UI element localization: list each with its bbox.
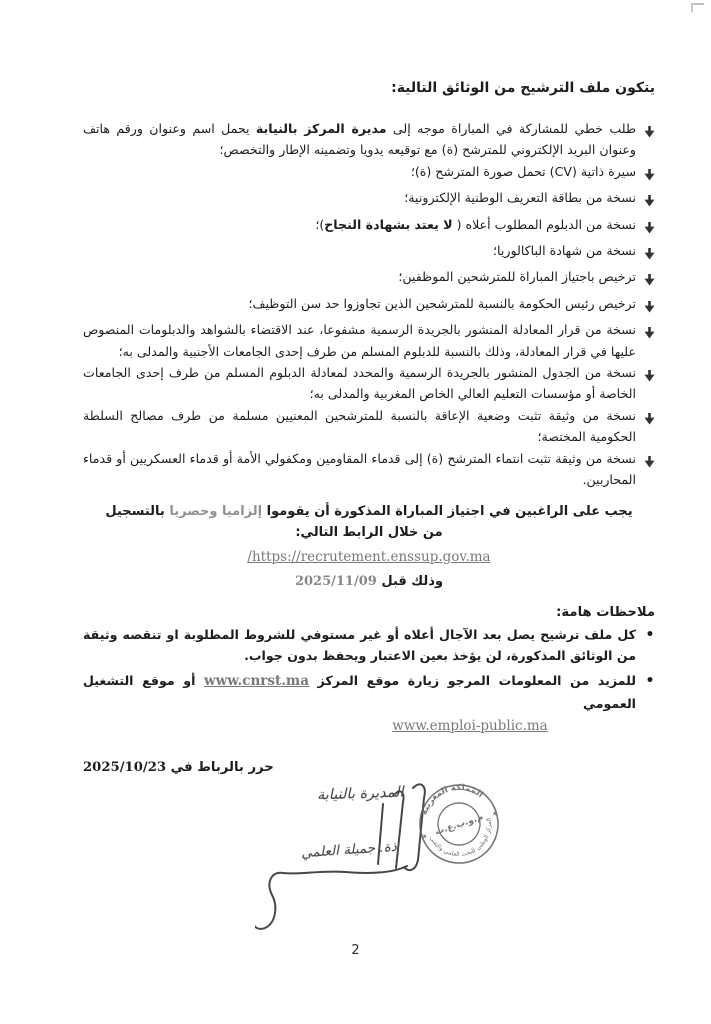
note-item: [83, 624, 655, 667]
notes-heading: ملاحظات هامة:: [556, 604, 655, 620]
list-item-text: نسخة من شهادة الباكالوريا؛: [493, 243, 636, 259]
registration-paragraph: [97, 501, 641, 543]
emploi-public-link[interactable]: www.emploi-public.ma: [392, 718, 548, 735]
list-item-text: نسخة من بطاقة التعريف الوطنية الإلكترونية؛: [404, 190, 636, 206]
arrow-bullet-icon: [643, 448, 655, 491]
arrow-bullet-icon: [643, 118, 655, 161]
dot-bullet-icon: •: [645, 626, 655, 643]
list-item-text: طلب خطي للمشاركة في المباراة موجه إلى مديرة المركز بالنيابة يحمل اسم وعنوان ورقم هاتف وعنوان البريد الإلكتروني للمترشح (ة) مع توقيعه يدويا وتضمينه الإطار والتخصص؛: [83, 121, 636, 158]
list-item: [83, 448, 655, 491]
place-date-label: حرر بالرباط في: [170, 760, 274, 776]
note-text-pre: للمزيد من المعلومات المرجو زيارة موقع المركز: [308, 673, 636, 689]
list-item-text: نسخة من الدبلوم المطلوب أعلاه ( لا يعتد بشهادة النجاح)؛: [315, 216, 636, 232]
deadline-line: [83, 574, 655, 589]
list-item: [83, 362, 655, 405]
arrow-bullet-icon: [643, 187, 655, 213]
list-item-text: نسخة من وثيقة تثبت وضعية الإعاقة بالنسبة للمترشحين المعنيين مسلمة من طرف مصالح السلطة الحكومية المختصة؛: [83, 407, 636, 445]
documents-list: [83, 118, 655, 491]
cnrst-link[interactable]: www.cnrst.ma: [204, 673, 309, 690]
list-item: [83, 319, 655, 362]
list-item-text: نسخة من الجدول المنشور بالجريدة الرسمية والمحدد لمعادلة الدبلوم المسلم من طرف إحدى الجامعات الخاصة أو مؤسسات التعليم العالي الخاص المغربية والمدلى به؛: [83, 365, 636, 402]
list-item: [83, 118, 655, 161]
place-date-value: 2025/10/23: [83, 760, 167, 776]
handwritten-signer-name: ذة. جميلة العلمي: [300, 838, 398, 862]
registration-text-highlight: إلزاميا وحصريا: [169, 503, 263, 519]
deadline-label: وذلك قبل: [381, 573, 444, 589]
page-title: يتكون ملف الترشيح من الوثائق التالية:: [391, 80, 655, 96]
dot-bullet-icon: •: [645, 673, 655, 690]
deadline-date: 2025/11/09: [294, 573, 377, 589]
crop-corner-mark: [690, 3, 704, 12]
handwritten-signer-title: المديرة بالنيابة: [316, 784, 404, 804]
list-item: [83, 293, 655, 319]
registration-text-post: بالتسجيل من خلال الرابط التالي:: [105, 503, 443, 540]
list-item-text: ترخيص باجتياز المباراة للمترشحين الموظفين؛: [398, 269, 636, 285]
note-text: [83, 670, 636, 714]
stamp-center-text: م.و.ب.ع.ت: [433, 812, 485, 838]
emploi-public-link-line: [184, 715, 711, 734]
stamp-bottom-text: المركز الوطني للبحث العلمي والتقني: [428, 817, 494, 859]
list-item: [83, 214, 655, 240]
list-item-text: نسخة من وثيقة تثبت انتماء المترشح (ة) إلى قدماء المقاومين ومكفولي الأمة أو قدماء العسكريين أو قدماء المحاربين.: [83, 450, 636, 488]
list-item: [83, 240, 655, 266]
arrow-bullet-icon: [643, 293, 655, 319]
list-item: [83, 266, 655, 292]
arrow-bullet-icon: [643, 405, 655, 448]
registration-text-pre: يجب على الراغبين في اجتياز المباراة المذكورة أن يقوموا: [262, 503, 633, 519]
arrow-bullet-icon: [643, 319, 655, 362]
note-text: كل ملف ترشيح يصل بعد الآجال أعلاه أو غير مستوفي للشروط المطلوبة او تنقصه وثيقة من الوثائق المذكورة، لن يؤخذ بعين الاعتبار ويحفظ بدون جواب.: [83, 626, 636, 663]
list-item: [83, 405, 655, 448]
list-item-text: نسخة من قرار المعادلة المنشور بالجريدة الرسمية مشفوعا، عند الاقتضاء بالشواهد والدبلومات المنصوص عليها في قرار المعادلة، وذلك بالنسبة للدبلوم المسلم من طرف إحدى الجامعات الأجنبية والمدلى به؛: [83, 322, 636, 359]
arrow-bullet-icon: [643, 266, 655, 292]
registration-link[interactable]: https://recrutement.enssup.gov.ma/: [247, 548, 491, 565]
note-item: [83, 670, 655, 714]
stamp-star-icon: ✶: [490, 808, 500, 820]
registration-link-line: [83, 546, 655, 565]
list-item: [83, 161, 655, 187]
note-text-mid: أو موقع التشغيل العمومي: [83, 673, 636, 711]
page-number: 2: [351, 943, 360, 958]
list-item: [83, 187, 655, 213]
signature-block: [255, 770, 515, 930]
list-item-text: ترخيص رئيس الحكومة بالنسبة للمترشحين الذين تجاوزوا حد سن التوظيف؛: [248, 295, 636, 311]
stamp-star-icon: ✶: [420, 831, 430, 843]
arrow-bullet-icon: [643, 240, 655, 266]
document-content: [83, 80, 655, 775]
arrow-bullet-icon: [643, 161, 655, 187]
arrow-bullet-icon: [643, 362, 655, 405]
list-item-text: سيرة ذاتية (CV) تحمل صورة المترشح (ة)؛: [410, 163, 636, 179]
stamp-top-text: المملكة المغربية: [419, 782, 485, 817]
arrow-bullet-icon: [643, 214, 655, 240]
